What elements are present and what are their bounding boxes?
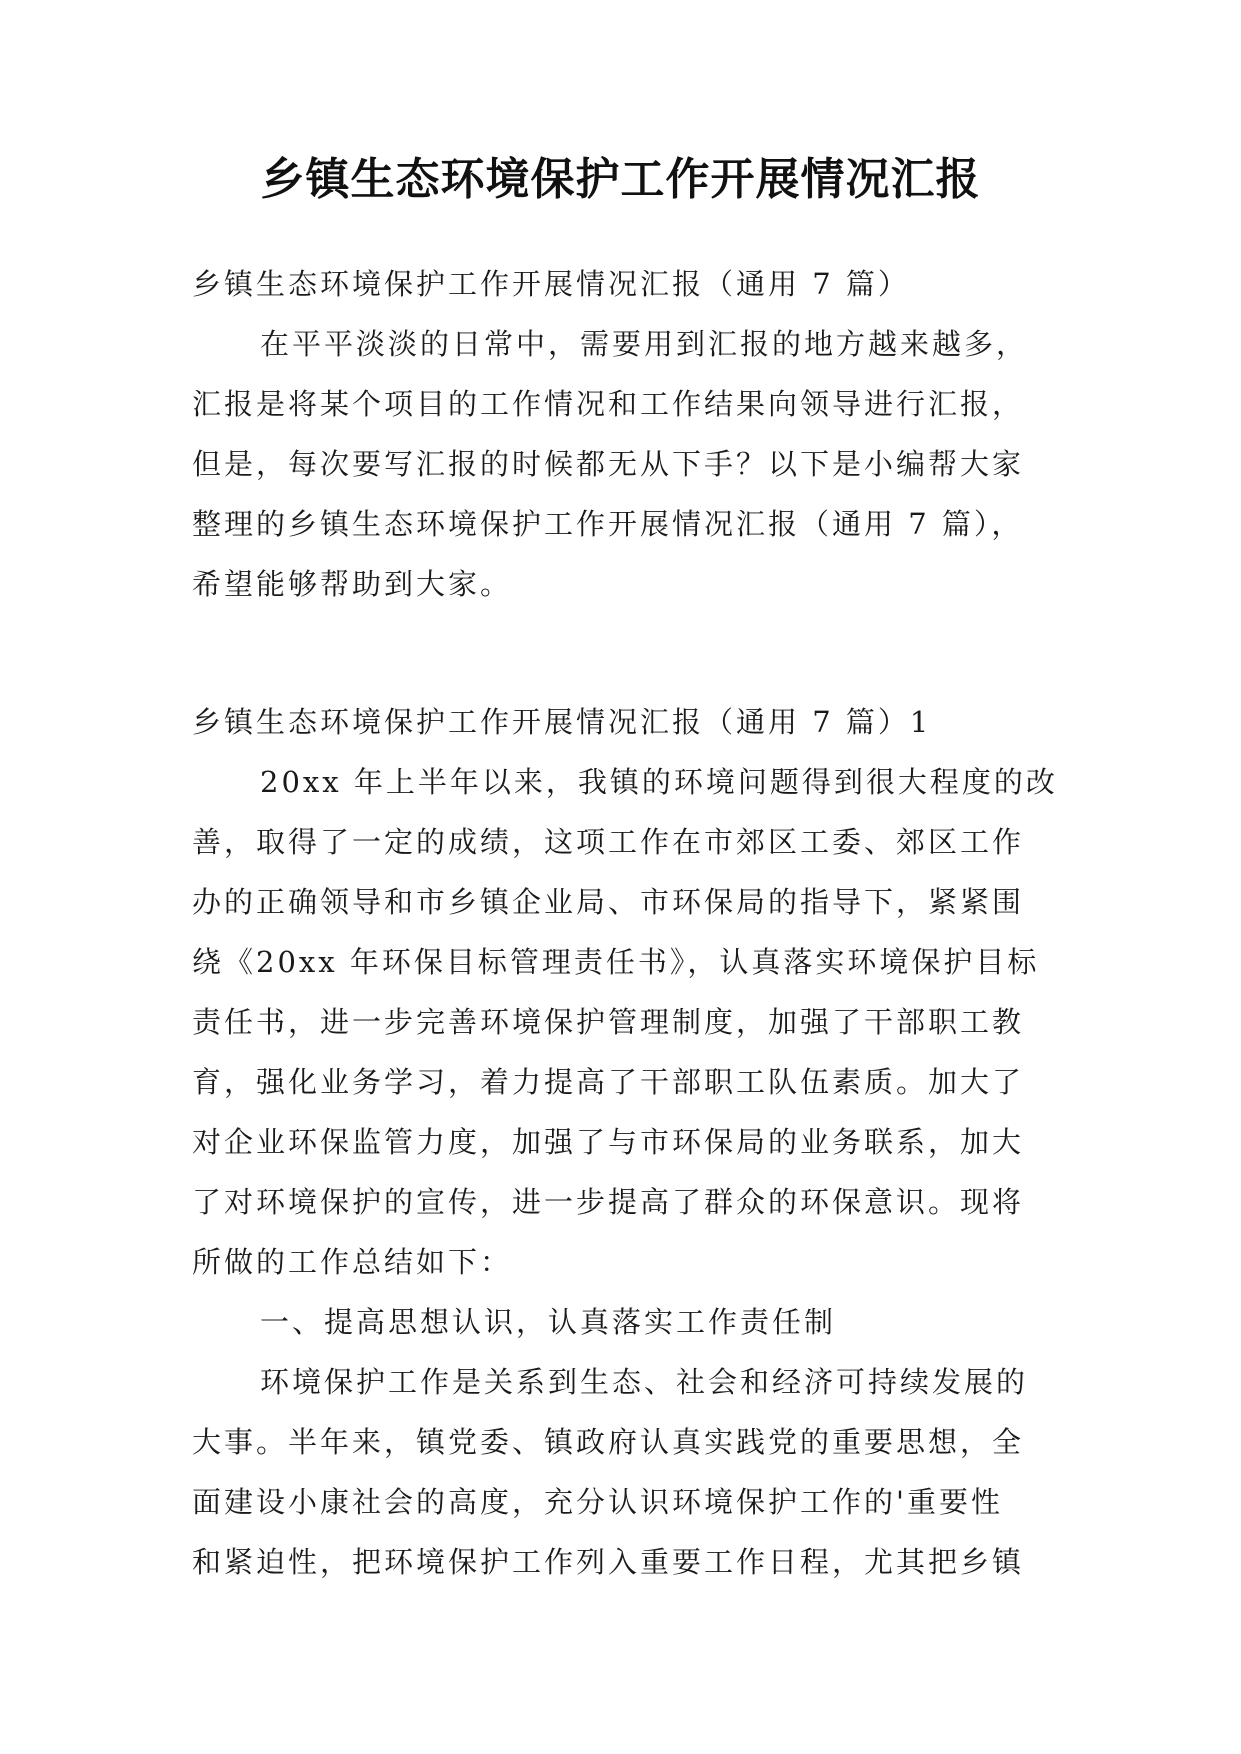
paragraph-line: 希望能够帮助到大家。 bbox=[192, 567, 513, 601]
paragraph-line: 整理的乡镇生态环境保护工作开展情况汇报（通用 7 篇）， bbox=[192, 507, 1024, 541]
paragraph-line: 在平平淡淡的日常中，需要用到汇报的地方越来越多， bbox=[260, 327, 1029, 361]
intro-block bbox=[192, 254, 1072, 614]
paragraph-line: 和紧迫性，把环境保护工作列入重要工作日程，尤其把乡镇 bbox=[192, 1545, 1025, 1579]
subtitle-line: 乡镇生态环境保护工作开展情况汇报（通用 7 篇） bbox=[192, 267, 910, 301]
paragraph-line: 面建设小康社会的高度，充分认识环境保护工作的'重要性 bbox=[192, 1485, 1003, 1519]
paragraph-line: 善，取得了一定的成绩，这项工作在市郊区工委、郊区工作 bbox=[192, 825, 1025, 859]
section-heading: 乡镇生态环境保护工作开展情况汇报（通用 7 篇）1 bbox=[192, 705, 932, 739]
paragraph-line: 环境保护工作是关系到生态、社会和经济可持续发展的 bbox=[260, 1365, 1029, 1399]
paragraph-line: 汇报是将某个项目的工作情况和工作结果向领导进行汇报， bbox=[192, 387, 1025, 421]
paragraph-line: 了对环境保护的宣传，进一步提高了群众的环保意识。现将 bbox=[192, 1185, 1025, 1219]
paragraph-line: 但是，每次要写汇报的时候都无从下手？以下是小编帮大家 bbox=[192, 447, 1025, 481]
paragraph-line: 育，强化业务学习，着力提高了干部职工队伍素质。加大了 bbox=[192, 1065, 1025, 1099]
paragraph-line: 办的正确领导和市乡镇企业局、市环保局的指导下，紧紧围 bbox=[192, 885, 1025, 919]
section-1-block bbox=[192, 692, 1072, 1592]
paragraph-line: 对企业环保监管力度，加强了与市环保局的业务联系，加大 bbox=[192, 1125, 1025, 1159]
paragraph-line: 绕《20xx 年环保目标管理责任书》，认真落实环境保护目标 bbox=[192, 945, 1040, 979]
paragraph-line: 责任书，进一步完善环境保护管理制度，加强了干部职工教 bbox=[192, 1005, 1025, 1039]
paragraph-line: 大事。半年来，镇党委、镇政府认真实践党的重要思想，全 bbox=[192, 1425, 1025, 1459]
paragraph-line: 所做的工作总结如下： bbox=[192, 1245, 513, 1279]
subsection-heading: 一、提高思想认识，认真落实工作责任制 bbox=[260, 1305, 837, 1339]
paragraph-line: 20xx 年上半年以来，我镇的环境问题得到很大程度的改 bbox=[260, 765, 1058, 799]
document-title: 乡镇生态环境保护工作开展情况汇报 bbox=[260, 154, 981, 205]
